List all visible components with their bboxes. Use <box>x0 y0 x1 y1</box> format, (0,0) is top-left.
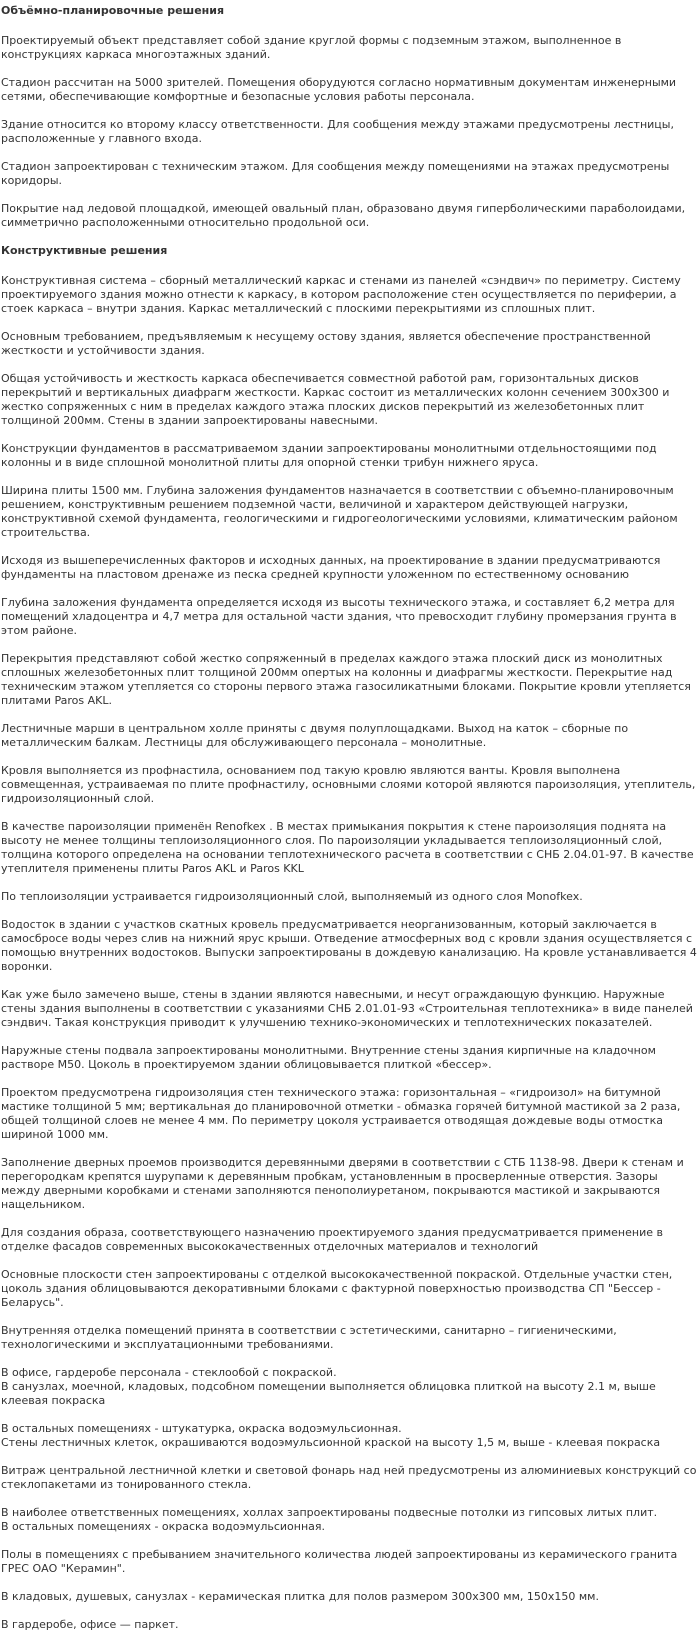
paragraph: Стадион запроектирован с техническим этажом. Для сообщения между помещениями на этажах предусмотрены коридоры. <box>1 160 670 187</box>
finish-group <box>1 1464 698 1492</box>
finish-group <box>1 1366 698 1408</box>
paragraph: Для создания образа, соответствующего назначению проектируемого здания предусматривается применение в отделке фасадов современных высококачественных отделочных материалов и технологий <box>1 1226 663 1253</box>
paragraph: Конструкции фундаментов в рассматриваемом здании запроектированы монолитными отдельностоящими под колонны и в виде сплошной монолитной плиты для опорной стенки трибун нижнего яруса. <box>1 442 657 469</box>
finish-line: Витраж центральной лестничной клетки и световой фонарь над ней предусмотрены из алюминиевых конструкций со стеклопакетами из тонированного стекла. <box>1 1464 697 1491</box>
finish-line: В санузлах, моечной, кладовых, подсобном помещении выполняется облицовка плиткой на высоту 2.1 м, выше клеевая покраска <box>1 1380 656 1407</box>
paragraph: Глубина заложения фундамента определяется исходя из высоты технического этажа, и составляет 6,2 метра для помещений хладоцентра и 4,7 метра для остальной части здания, что превосходит глубину промерзания грунта в этом районе. <box>1 596 677 637</box>
section-heading: Объёмно-планировочные решения <box>1 4 225 17</box>
section-heading: Конструктивные решения <box>1 244 168 257</box>
finish-group <box>1 1506 698 1534</box>
paragraph: Проектируемый объект представляет собой здание круглой формы с подземным этажом, выполненное в конструкциях каркаса многоэтажных зданий. <box>1 34 622 61</box>
section-space-planning <box>1 4 698 230</box>
finish-line: В остальных помещениях - штукатурка, окраска водоэмульсионная. <box>1 1422 402 1435</box>
paragraph: Покрытие над ледовой площадкой, имеющей овальный план, образовано двумя гиперболическими параболоидами, симметрично расположенными относительно продольной оси. <box>1 202 686 229</box>
section-structural <box>1 244 698 1632</box>
paragraph: По теплоизоляции устраивается гидроизоляционный слой, выполняемый из одного слоя Monofkex. <box>1 890 583 903</box>
paragraph: Здание относится ко второму классу ответственности. Для сообщения между этажами предусмотрены лестницы, расположенные у главного входа. <box>1 118 674 145</box>
finish-group <box>1 1422 698 1450</box>
finish-line: В офисе, гардеробе персонала - стеклообой с покраской. <box>1 1366 337 1379</box>
paragraph: Проектом предусмотрена гидроизоляция стен технического этажа: горизонтальная – «гидроизол» на битумной мастике толщиной 5 мм; вертикальная до планировочной отметки - обмазка горячей битумной мастикой за 2 раза, общей толщиной слоев не менее 4 мм. По периметру цоколя устраивается отводящая дождевые воды отмостка шириной 1000 мм. <box>1 1086 681 1141</box>
finish-line: В кладовых, душевых, санузлах - керамическая плитка для полов размером 300х300 мм, 150х150 мм. <box>1 1590 599 1603</box>
paragraph: Ширина плиты 1500 мм. Глубина заложения фундаментов назначается в соответствии с объемно-планировочным решением, конструктивным решением подземной части, величиной и характером действующей нагрузки, конструктивной схемой фундамента, геологическими и гидрогеологическими условиями, климатическим районом строительства. <box>1 484 678 539</box>
paragraph: Основные плоскости стен запроектированы с отделкой высококачественной покраской. Отдельные участки стен, цоколь здания облицовываются декоративными блоками с фактурной поверхностью производства СП "Бессер - Беларусь". <box>1 1268 673 1309</box>
paragraph: В качестве пароизоляции применён Renofkex . В местах примыкания покрытия к стене пароизоляция поднята на высоту не менее толщины теплоизоляционного слоя. По пароизоляции укладывается теплоизоляционный слой, толщина которого определена на основании теплотехнического расчета в соответствии с СНБ 2.04.01-97. В качестве утеплителя применены плиты Paros AKL и Paros KKL <box>1 820 694 875</box>
finish-line: Полы в помещениях с пребыванием значительного количества людей запроектированы из керамического гранита ГРЕС ОАО "Керамин". <box>1 1548 678 1575</box>
paragraph: Общая устойчивость и жесткость каркаса обеспечивается совместной работой рам, горизонтальных дисков перекрытий и вертикальных диафрагм жесткости. Каркас состоит из металлических колонн сечением 300х300 и жестко сопряженных с ним в пределах каждого этажа плоских дисков перекрытий из железобетонных плит толщиной 200мм. Стены в здании запроектированы навесными. <box>1 372 670 427</box>
paragraph: Перекрытия представляют собой жестко сопряженный в пределах каждого этажа плоский диск из монолитных сплошных железобетонных плит толщиной 200мм опертых на колонны и диафрагмы жесткости. Перекрытие над техническим этажом утепляется со стороны первого этажа газосиликатными блоками. Покрытие кровли утепляется плитами Paros AKL. <box>1 652 691 707</box>
paragraph: Исходя из вышеперечисленных факторов и исходных данных, на проектирование в здании предусматриваются фундаменты на пластовом дренаже из песка средней крупности уложенном по естественному основанию <box>1 554 661 581</box>
paragraph: Лестничные марши в центральном холле приняты с двумя полуплощадками. Выход на каток – сборные по металлическим балкам. Лестницы для обслуживающего персонала – монолитные. <box>1 722 629 749</box>
finish-line: В наиболее ответственных помещениях, холлах запроектированы подвесные потолки из гипсовых литых плит. <box>1 1506 658 1519</box>
paragraph: Внутренняя отделка помещений принята в соответствии с эстетическими, санитарно – гигиеническими, технологическими и эксплуатационными требованиями. <box>1 1324 617 1351</box>
finish-group <box>1 1548 698 1576</box>
finish-line: В гардеробе, офисе — паркет. <box>1 1618 179 1631</box>
finish-group <box>1 1590 698 1604</box>
paragraph: Конструктивная система – сборный металлический каркас и стенами из панелей «сэндвич» по периметру. Систему проектируемого здания можно отнести к каркасу, в котором расположение стен осуществляется по периферии, а стоек каркаса – внутри здания. Каркас металлический с плоскими перекрытиями из сплошных плит. <box>1 274 681 315</box>
paragraph: Заполнение дверных проемов производится деревянными дверями в соответствии с СТБ 1138-98. Двери к стенам и перегородкам крепятся шурупами к деревянным пробкам, установленным в просверленные отверстия. Зазоры между дверными коробками и стенами заполняются пенополиуретаном, покрываются мастикой и закрываются нащельником. <box>1 1156 684 1211</box>
finish-line: Стены лестничных клеток, окрашиваются водоэмульсионной краской на высоту 1,5 м, выше - клеевая покраска <box>1 1436 661 1449</box>
paragraph: Наружные стены подвала запроектированы монолитными. Внутренние стены здания кирпичные на кладочном растворе М50. Цоколь в проектируемом здании облицовывается плиткой «бессер». <box>1 1044 656 1071</box>
paragraph: Кровля выполняется из профнастила, основанием под такую кровлю являются ванты. Кровля выполнена совмещенная, устраиваемая по плите профнастилу, основными слоями которой являются пароизоляция, утеплитель, гидроизоляционный слой. <box>1 764 696 805</box>
paragraph: Стадион рассчитан на 5000 зрителей. Помещения оборудуются согласно нормативным документам инженерными сетями, обеспечивающие комфортные и безопасные условия работы персонала. <box>1 76 677 103</box>
paragraph: Водосток в здании с участков скатных кровель предусматривается неорганизованным, который заключается в самосбросе воды через слив на нижний ярус крыши. Отведение атмосферных вод с кровли здания осуществляется с помощью внутренних водостоков. Выпуски запроектированы в дождевую канализацию. На кровле устанавливается 4 воронки. <box>1 918 697 973</box>
finish-line: В остальных помещениях - окраска водоэмульсионная. <box>1 1520 326 1533</box>
paragraph: Основным требованием, предъявляемым к несущему остову здания, является обеспечение пространственной жесткости и устойчивости здания. <box>1 330 651 357</box>
paragraph: Как уже было замечено выше, стены в здании являются навесными, и несут ограждающую функцию. Наружные стены здания выполнены в соответствии с указаниями СНБ 2.01.01-93 «Строительная теплотехника» в виде панелей сэндвич. Такая конструкция приводит к улучшению технико-экономических и теплотехнических показателей. <box>1 988 693 1029</box>
finish-group <box>1 1618 698 1632</box>
